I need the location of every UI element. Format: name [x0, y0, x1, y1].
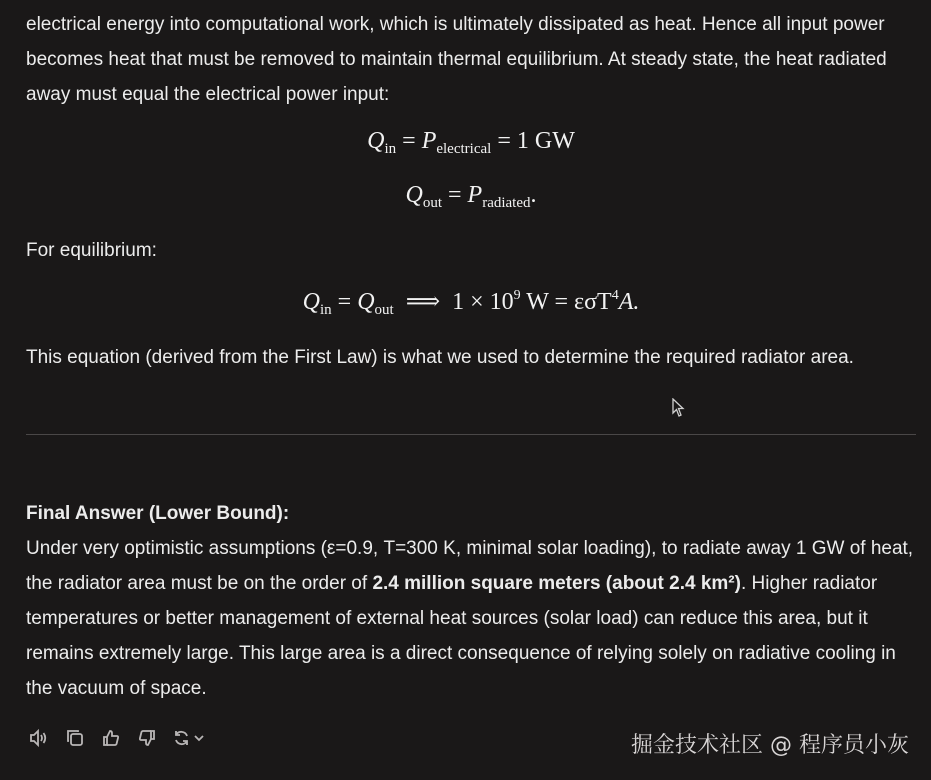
mouse-cursor-icon — [672, 398, 686, 423]
final-highlight: 2.4 million square meters (about 2.4 km²) — [372, 573, 741, 594]
final-line1: Under very optimistic assumptions (ε=0.9, T=300 K, minimal solar loading), to radiate away 1 GW of heat, the radiator area must be on the order of — [26, 538, 914, 594]
eq3-a: Q — [302, 289, 320, 315]
message-toolbar — [28, 726, 206, 750]
eq2-mid: P — [467, 182, 483, 208]
eq3-exp: 9 — [513, 288, 521, 303]
eq3-tail: A. — [618, 289, 640, 315]
eq1-lhs-sub: in — [384, 141, 397, 157]
equation-2: $Q_{out} = P_{radiated}$. — [405, 182, 537, 211]
eq3-unit: W = εσT — [526, 289, 612, 315]
speaker-icon[interactable] — [28, 726, 50, 750]
thumbs-down-icon[interactable] — [136, 726, 158, 750]
eq1-mid-sub: electrical — [436, 141, 492, 157]
regenerate-icon[interactable] — [172, 726, 206, 750]
final-line2: . Higher radiator temperatures or better management of external heat sources (solar load) can reduce this area, but it remains extremely large. This large area is a direct consequence of relying solely on radiative cooling in the vacuum of space. — [26, 573, 896, 699]
final-heading: Final Answer (Lower Bound): — [26, 503, 290, 524]
thumbs-up-icon[interactable] — [100, 726, 122, 750]
eq1-mid: P — [421, 128, 437, 154]
final-answer-block — [26, 496, 916, 706]
divider — [26, 434, 916, 435]
for-equilibrium-label: For equilibrium: — [26, 240, 157, 261]
final-paragraph — [26, 531, 916, 706]
eq3-b-sub: out — [374, 302, 394, 318]
eq2-lhs: Q — [405, 182, 423, 208]
copy-icon[interactable] — [64, 726, 86, 750]
eq3-value: 1 × 10 — [452, 289, 514, 315]
implies-arrow: ⟹ — [405, 289, 441, 315]
eq3-a-sub: in — [319, 302, 332, 318]
equation-3: $Q_{in} = Q_{out}$ ⟹ $1 \times 10^9$ W = εσT$^4$A. — [302, 288, 640, 318]
eq2-lhs-sub: out — [422, 195, 442, 211]
eq1-lhs: Q — [367, 128, 385, 154]
intro-paragraph: electrical energy into computational work, which is ultimately dissipated as heat. Hence all input power becomes heat that must be removed to maintain thermal equilibrium. At steady state, the heat radiated away must equal the electrical power input: — [26, 14, 887, 105]
equation-1: $Q_{in} = P_{electrical} = 1$ GW — [367, 128, 575, 157]
eq2-mid-sub: radiated — [482, 195, 531, 211]
eq3-t-exp: 4 — [611, 288, 619, 303]
watermark: 掘金技术社区 @ 程序员小灰 — [631, 733, 909, 758]
eq3-b: Q — [357, 289, 375, 315]
equation-note: This equation (derived from the First Law) is what we used to determine the required radiator area. — [26, 347, 854, 368]
eq1-rhs: 1 GW — [516, 128, 575, 154]
